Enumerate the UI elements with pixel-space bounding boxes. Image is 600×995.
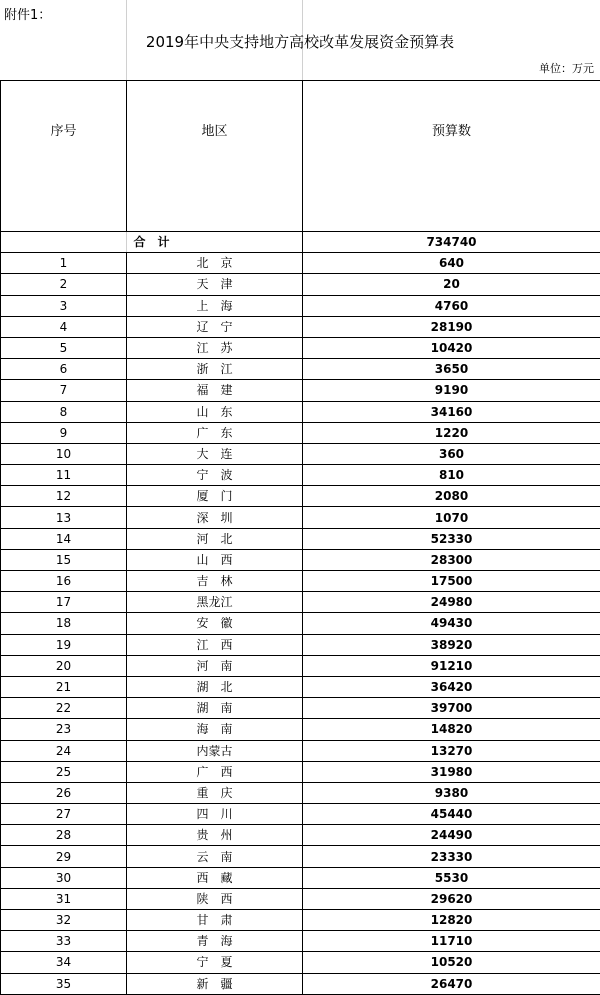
table-row [1,507,600,528]
row-amount: 38920 [303,634,600,655]
row-index: 22 [1,698,127,719]
row-index: 1 [1,253,127,274]
row-region: 辽 宁 [127,316,303,337]
row-amount: 91210 [303,655,600,676]
table-row [1,571,600,592]
table-row [1,592,600,613]
row-index: 7 [1,380,127,401]
table-row [1,698,600,719]
table-row [1,295,600,316]
table-row [1,782,600,803]
row-index: 11 [1,465,127,486]
row-index: 29 [1,846,127,867]
table-row [1,443,600,464]
row-index: 5 [1,337,127,358]
row-region: 黑龙江 [127,592,303,613]
row-region: 天 津 [127,274,303,295]
row-amount: 49430 [303,613,600,634]
row-amount: 29620 [303,888,600,909]
table-row [1,719,600,740]
unit-label: 单位：万元 [0,56,600,80]
row-region: 河 南 [127,655,303,676]
row-index: 34 [1,952,127,973]
table-row [1,973,600,994]
table-row [1,910,600,931]
row-amount: 9380 [303,782,600,803]
table-row [1,253,600,274]
row-index: 30 [1,867,127,888]
row-region: 新 疆 [127,973,303,994]
row-amount: 23330 [303,846,600,867]
row-amount: 810 [303,465,600,486]
row-region: 江 西 [127,634,303,655]
row-amount: 4760 [303,295,600,316]
row-index: 15 [1,549,127,570]
row-index: 8 [1,401,127,422]
row-index: 33 [1,931,127,952]
table-header-row [1,81,600,232]
row-amount: 3650 [303,359,600,380]
row-region: 陕 西 [127,888,303,909]
row-index: 24 [1,740,127,761]
table-row [1,549,600,570]
row-region: 山 西 [127,549,303,570]
row-amount: 31980 [303,761,600,782]
table-row [1,655,600,676]
header-index: 序号 [1,81,127,232]
row-amount: 20 [303,274,600,295]
row-index: 2 [1,274,127,295]
table-row [1,804,600,825]
row-index: 17 [1,592,127,613]
row-index: 6 [1,359,127,380]
table-row [1,337,600,358]
row-amount: 640 [303,253,600,274]
table-row [1,486,600,507]
table-row [1,846,600,867]
row-region: 宁 夏 [127,952,303,973]
row-amount: 28300 [303,549,600,570]
table-row [1,952,600,973]
table-row [1,316,600,337]
row-index: 23 [1,719,127,740]
total-row [1,232,600,253]
table-row [1,465,600,486]
row-region: 北 京 [127,253,303,274]
table-row [1,380,600,401]
row-index: 9 [1,422,127,443]
row-amount: 39700 [303,698,600,719]
row-index: 13 [1,507,127,528]
row-index: 32 [1,910,127,931]
row-amount: 24980 [303,592,600,613]
row-amount: 14820 [303,719,600,740]
row-amount: 1220 [303,422,600,443]
row-region: 深 圳 [127,507,303,528]
page-title: 2019年中央支持地方高校改革发展资金预算表 [0,26,600,56]
row-amount: 28190 [303,316,600,337]
table-row [1,422,600,443]
table-row [1,634,600,655]
row-index: 31 [1,888,127,909]
row-index: 35 [1,973,127,994]
row-region: 江 苏 [127,337,303,358]
table-row [1,274,600,295]
row-region: 山 东 [127,401,303,422]
row-region: 海 南 [127,719,303,740]
row-index: 14 [1,528,127,549]
table-row [1,528,600,549]
row-region: 重 庆 [127,782,303,803]
row-index: 19 [1,634,127,655]
row-amount: 1070 [303,507,600,528]
row-amount: 5530 [303,867,600,888]
row-index: 12 [1,486,127,507]
attachment-label: 附件1： [0,0,600,26]
total-label: 合 计 [1,232,303,253]
table-row [1,613,600,634]
row-region: 上 海 [127,295,303,316]
header-amount: 预算数 [303,81,600,232]
row-index: 10 [1,443,127,464]
row-amount: 52330 [303,528,600,549]
table-row [1,888,600,909]
row-amount: 17500 [303,571,600,592]
row-region: 大 连 [127,443,303,464]
row-region: 广 西 [127,761,303,782]
row-region: 西 藏 [127,867,303,888]
row-region: 甘 肃 [127,910,303,931]
row-region: 广 东 [127,422,303,443]
table-row [1,825,600,846]
row-index: 21 [1,676,127,697]
row-region: 青 海 [127,931,303,952]
table-row [1,740,600,761]
row-region: 河 北 [127,528,303,549]
row-region: 内蒙古 [127,740,303,761]
row-region: 安 徽 [127,613,303,634]
table-row [1,401,600,422]
row-amount: 24490 [303,825,600,846]
row-index: 3 [1,295,127,316]
row-index: 27 [1,804,127,825]
row-region: 福 建 [127,380,303,401]
row-region: 云 南 [127,846,303,867]
row-amount: 11710 [303,931,600,952]
row-amount: 36420 [303,676,600,697]
row-amount: 10420 [303,337,600,358]
row-region: 宁 波 [127,465,303,486]
table-row [1,867,600,888]
row-index: 26 [1,782,127,803]
row-amount: 10520 [303,952,600,973]
table-row [1,761,600,782]
row-amount: 26470 [303,973,600,994]
row-region: 湖 南 [127,698,303,719]
budget-table-body [1,81,600,995]
row-index: 20 [1,655,127,676]
row-amount: 13270 [303,740,600,761]
table-row [1,676,600,697]
budget-table [0,80,600,995]
row-region: 吉 林 [127,571,303,592]
row-region: 湖 北 [127,676,303,697]
row-region: 四 川 [127,804,303,825]
header-region: 地区 [127,81,303,232]
row-amount: 2080 [303,486,600,507]
row-index: 28 [1,825,127,846]
row-amount: 360 [303,443,600,464]
row-index: 16 [1,571,127,592]
row-index: 4 [1,316,127,337]
row-region: 浙 江 [127,359,303,380]
row-region: 厦 门 [127,486,303,507]
row-index: 25 [1,761,127,782]
total-amount: 734740 [303,232,600,253]
row-amount: 34160 [303,401,600,422]
row-region: 贵 州 [127,825,303,846]
row-index: 18 [1,613,127,634]
row-amount: 12820 [303,910,600,931]
row-amount: 9190 [303,380,600,401]
table-row [1,359,600,380]
row-amount: 45440 [303,804,600,825]
